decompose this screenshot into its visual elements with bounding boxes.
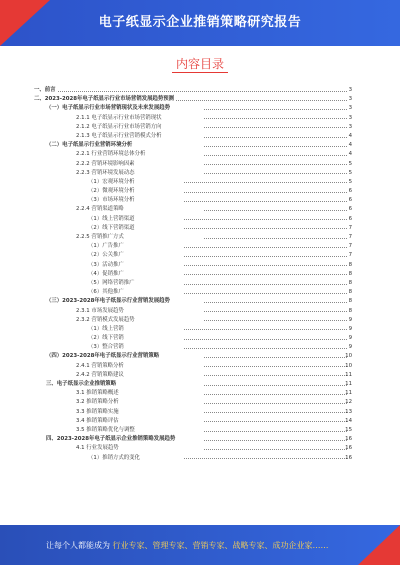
- toc-entry-page: 8: [348, 307, 352, 314]
- toc-heading-text: 内容目录: [172, 55, 228, 73]
- toc-entry-page: 6: [348, 215, 352, 222]
- toc-entry-title: （二）电子纸显示行业营销环境分析: [46, 141, 133, 150]
- toc-heading: [0, 55, 400, 73]
- toc-leader-dots: [204, 421, 347, 422]
- toc-entry-page: 7: [348, 234, 352, 240]
- toc-entry-page: 10: [345, 362, 352, 369]
- toc-entry[interactable]: [34, 316, 352, 325]
- toc-leader-dots: [184, 192, 347, 193]
- toc-entry[interactable]: [34, 86, 352, 95]
- toc-entry-page: 4: [348, 132, 352, 139]
- toc-leader-dots: [204, 320, 347, 321]
- toc-leader-dots: [184, 247, 347, 248]
- toc-entry-page: 8: [348, 261, 352, 268]
- toc-entry-page: 11: [345, 381, 352, 387]
- toc-entry-title: （2）微观环境分析: [88, 187, 136, 196]
- toc-leader-dots: [204, 118, 347, 119]
- toc-entry-page: 9: [348, 344, 352, 351]
- toc-entry-title: （2）公关推广: [88, 251, 125, 260]
- toc-entry-title: （1）广告推广: [88, 242, 125, 251]
- toc-entry-page: 7: [348, 252, 352, 259]
- table-of-contents: [34, 86, 352, 463]
- toc-entry-page: 6: [348, 197, 352, 204]
- toc-entry-title: 三、电子纸显示企业推销策略: [46, 380, 117, 389]
- toc-entry[interactable]: [34, 297, 352, 306]
- toc-entry-title: （6）其他推广: [88, 288, 125, 297]
- toc-leader-dots: [204, 164, 347, 165]
- toc-leader-dots: [204, 238, 347, 239]
- toc-entry-page: 10: [345, 353, 352, 360]
- toc-entry-title: （1）线上营销: [88, 325, 125, 334]
- toc-leader-dots: [184, 293, 347, 294]
- toc-leader-dots: [204, 155, 347, 156]
- toc-leader-dots: [204, 449, 347, 450]
- toc-leader-dots: [184, 265, 347, 266]
- toc-leader-dots: [204, 210, 347, 211]
- toc-entry[interactable]: [34, 205, 352, 214]
- toc-entry[interactable]: [34, 251, 352, 260]
- toc-entry-title: 4.1 行业发展趋势: [76, 444, 120, 453]
- toc-entry-page: 3: [348, 96, 352, 103]
- toc-leader-dots: [184, 219, 347, 220]
- footer-slogan-lead: 让每个人都能成为: [46, 541, 110, 550]
- toc-entry-title: 2.4.2 营销策略建议: [76, 371, 125, 380]
- toc-entry-page: 16: [345, 454, 352, 461]
- toc-entry-page: 3: [348, 105, 352, 112]
- toc-entry-page: 8: [348, 279, 352, 286]
- footer-slogan: [46, 540, 329, 551]
- toc-entry-page: 7: [348, 243, 352, 250]
- toc-entry[interactable]: [34, 123, 352, 132]
- toc-entry[interactable]: [34, 380, 352, 389]
- toc-entry-page: 14: [345, 417, 352, 424]
- report-title: 电子纸显示企业推销策略研究报告: [98, 15, 302, 30]
- toc-entry[interactable]: [34, 95, 352, 104]
- toc-entry-title: （3）市场环境分析: [88, 196, 136, 205]
- toc-leader-dots: [204, 146, 347, 147]
- footer-band: [0, 525, 400, 565]
- toc-entry[interactable]: [34, 132, 352, 141]
- toc-entry-title: 2.4.1 营销策略分析: [76, 362, 125, 371]
- toc-entry[interactable]: [34, 417, 352, 426]
- toc-entry-page: 8: [348, 298, 352, 305]
- toc-entry-title: 2.2.4 营销渠道策略: [76, 205, 125, 214]
- toc-entry-page: 4: [348, 151, 352, 158]
- toc-leader-dots: [204, 302, 347, 303]
- toc-leader-dots: [204, 440, 347, 441]
- footer-red-accent: [358, 525, 400, 565]
- toc-entry[interactable]: [34, 307, 352, 316]
- toc-entry-title: （5）网络营销推广: [88, 279, 136, 288]
- toc-leader-dots: [184, 228, 347, 229]
- toc-entry[interactable]: [34, 114, 352, 123]
- toc-entry-title: （2）线下营销: [88, 334, 125, 343]
- toc-leader-dots: [204, 385, 347, 386]
- toc-leader-dots: [48, 91, 347, 92]
- toc-leader-dots: [204, 127, 347, 128]
- toc-entry-page: 6: [348, 188, 352, 195]
- toc-entry-title: （3）整合营销: [88, 343, 125, 352]
- toc-entry-title: （2）线下营销渠道: [88, 224, 136, 233]
- toc-entry-page: 9: [348, 316, 352, 323]
- toc-entry-page: 3: [348, 114, 352, 121]
- footer-slogan-highlight: 行业专家、管理专家、营销专家、战略专家、成功企业家……: [112, 541, 329, 550]
- toc-entry[interactable]: [34, 389, 352, 398]
- toc-entry-title: 2.1.1 电子纸显示行业市场营销现状: [76, 114, 163, 123]
- toc-entry-page: 16: [345, 436, 352, 443]
- toc-entry-page: 5: [348, 169, 352, 176]
- toc-entry-title: （一）电子纸显示行业市场营销现状及未来发展趋势: [46, 104, 171, 113]
- toc-entry[interactable]: [34, 242, 352, 251]
- toc-entry[interactable]: [34, 104, 352, 113]
- toc-entry-page: 7: [348, 224, 352, 231]
- toc-entry-page: 11: [345, 390, 352, 397]
- toc-entry-title: 2.2.5 营销推广方式: [76, 233, 125, 242]
- toc-leader-dots: [204, 412, 347, 413]
- toc-entry-title: 2.2.2 营销环境影响因素: [76, 160, 136, 169]
- toc-entry-page: 9: [348, 325, 352, 332]
- toc-entry-page: 6: [348, 206, 352, 213]
- toc-entry-title: 3.5 推销策略优化与调整: [76, 426, 136, 435]
- toc-entry-title: 2.1.2 电子纸显示行业市场营销方向: [76, 123, 163, 132]
- toc-leader-dots: [204, 431, 347, 432]
- toc-entry[interactable]: [34, 169, 352, 178]
- toc-entry-title: 3.4 推销策略评估: [76, 417, 120, 426]
- toc-leader-dots: [184, 182, 347, 183]
- toc-entry[interactable]: [34, 444, 352, 453]
- toc-leader-dots: [204, 403, 347, 404]
- toc-entry-title: 3.2 推销策略分析: [76, 398, 120, 407]
- toc-entry-title: 2.2.1 行业营销环境总体分析: [76, 150, 146, 159]
- toc-leader-dots: [184, 329, 347, 330]
- toc-entry[interactable]: [34, 362, 352, 371]
- toc-entry-page: 11: [345, 371, 352, 378]
- toc-entry-page: 13: [345, 408, 352, 415]
- toc-entry-page: 8: [348, 270, 352, 277]
- toc-leader-dots: [184, 348, 347, 349]
- toc-entry[interactable]: [34, 325, 352, 334]
- toc-leader-dots: [204, 366, 347, 367]
- toc-entry[interactable]: [34, 288, 352, 297]
- toc-entry[interactable]: [34, 352, 352, 361]
- toc-entry[interactable]: [34, 408, 352, 417]
- toc-entry[interactable]: [34, 426, 352, 435]
- toc-leader-dots: [204, 375, 347, 376]
- toc-leader-dots: [204, 311, 347, 312]
- toc-entry[interactable]: [34, 196, 352, 205]
- toc-leader-dots: [204, 109, 347, 110]
- toc-entry[interactable]: [34, 215, 352, 224]
- toc-leader-dots: [184, 201, 347, 202]
- toc-entry[interactable]: [34, 454, 352, 463]
- toc-entry-page: 9: [348, 335, 352, 342]
- toc-entry-title: 2.3.2 营销模式发展趋势: [76, 316, 136, 325]
- toc-leader-dots: [184, 284, 347, 285]
- toc-entry-title: （4）促销推广: [88, 270, 125, 279]
- toc-entry-page: 8: [348, 289, 352, 296]
- toc-entry-title: 一、前言: [34, 86, 57, 95]
- toc-entry[interactable]: [34, 371, 352, 380]
- toc-entry-title: 四、2023-2028年电子纸显示企业推销策略发展趋势: [46, 435, 176, 444]
- toc-leader-dots: [184, 274, 347, 275]
- toc-leader-dots: [184, 339, 347, 340]
- toc-leader-dots: [204, 394, 347, 395]
- toc-leader-dots: [184, 256, 347, 257]
- toc-entry-title: （四）2023-2028年电子纸显示行业营销策略: [46, 352, 160, 361]
- toc-entry[interactable]: [34, 270, 352, 279]
- toc-entry-title: 2.1.3 电子纸显示行业营销模式分析: [76, 132, 163, 141]
- toc-entry-page: 3: [348, 123, 352, 130]
- toc-entry-title: 3.1 推销策略概述: [76, 389, 120, 398]
- toc-leader-dots: [204, 357, 347, 358]
- toc-entry-title: （3）活动推广: [88, 261, 125, 270]
- header-band: [0, 0, 400, 46]
- toc-entry-title: （1）宏观环境分析: [88, 178, 136, 187]
- toc-entry[interactable]: [34, 141, 352, 150]
- toc-leader-dots: [184, 458, 347, 459]
- toc-entry[interactable]: [34, 343, 352, 352]
- toc-entry-page: 16: [345, 445, 352, 452]
- toc-entry-title: 2.3.1 市场发展趋势: [76, 307, 125, 316]
- toc-entry-title: 2.2.3 营销环境发展动态: [76, 169, 136, 178]
- toc-entry[interactable]: [34, 398, 352, 407]
- toc-leader-dots: [204, 173, 347, 174]
- toc-entry-page: 5: [348, 178, 352, 185]
- toc-entry-page: 5: [348, 160, 352, 167]
- toc-entry[interactable]: [34, 187, 352, 196]
- toc-entry-page: 15: [345, 426, 352, 433]
- toc-entry-title: （1）推销方式的变化: [88, 454, 141, 463]
- toc-leader-dots: [204, 137, 347, 138]
- toc-entry-title: 二、2023-2028年电子纸显示行业市场营销发展趋势预测: [34, 95, 175, 104]
- toc-entry[interactable]: [34, 224, 352, 233]
- toc-entry-title: 3.3 推销策略实施: [76, 408, 120, 417]
- toc-entry-page: 12: [345, 399, 352, 406]
- toc-entry[interactable]: [34, 279, 352, 288]
- toc-entry-title: （三）2023-2028年电子纸显示行业营销发展趋势: [46, 297, 171, 306]
- toc-entry[interactable]: [34, 178, 352, 187]
- toc-entry[interactable]: [34, 160, 352, 169]
- toc-entry-title: （1）线上营销渠道: [88, 215, 136, 224]
- toc-entry[interactable]: [34, 435, 352, 444]
- toc-entry[interactable]: [34, 233, 352, 242]
- toc-entry[interactable]: [34, 261, 352, 270]
- toc-entry[interactable]: [34, 150, 352, 159]
- toc-entry-page: 3: [348, 87, 352, 93]
- toc-entry[interactable]: [34, 334, 352, 343]
- toc-entry-page: 4: [348, 142, 352, 149]
